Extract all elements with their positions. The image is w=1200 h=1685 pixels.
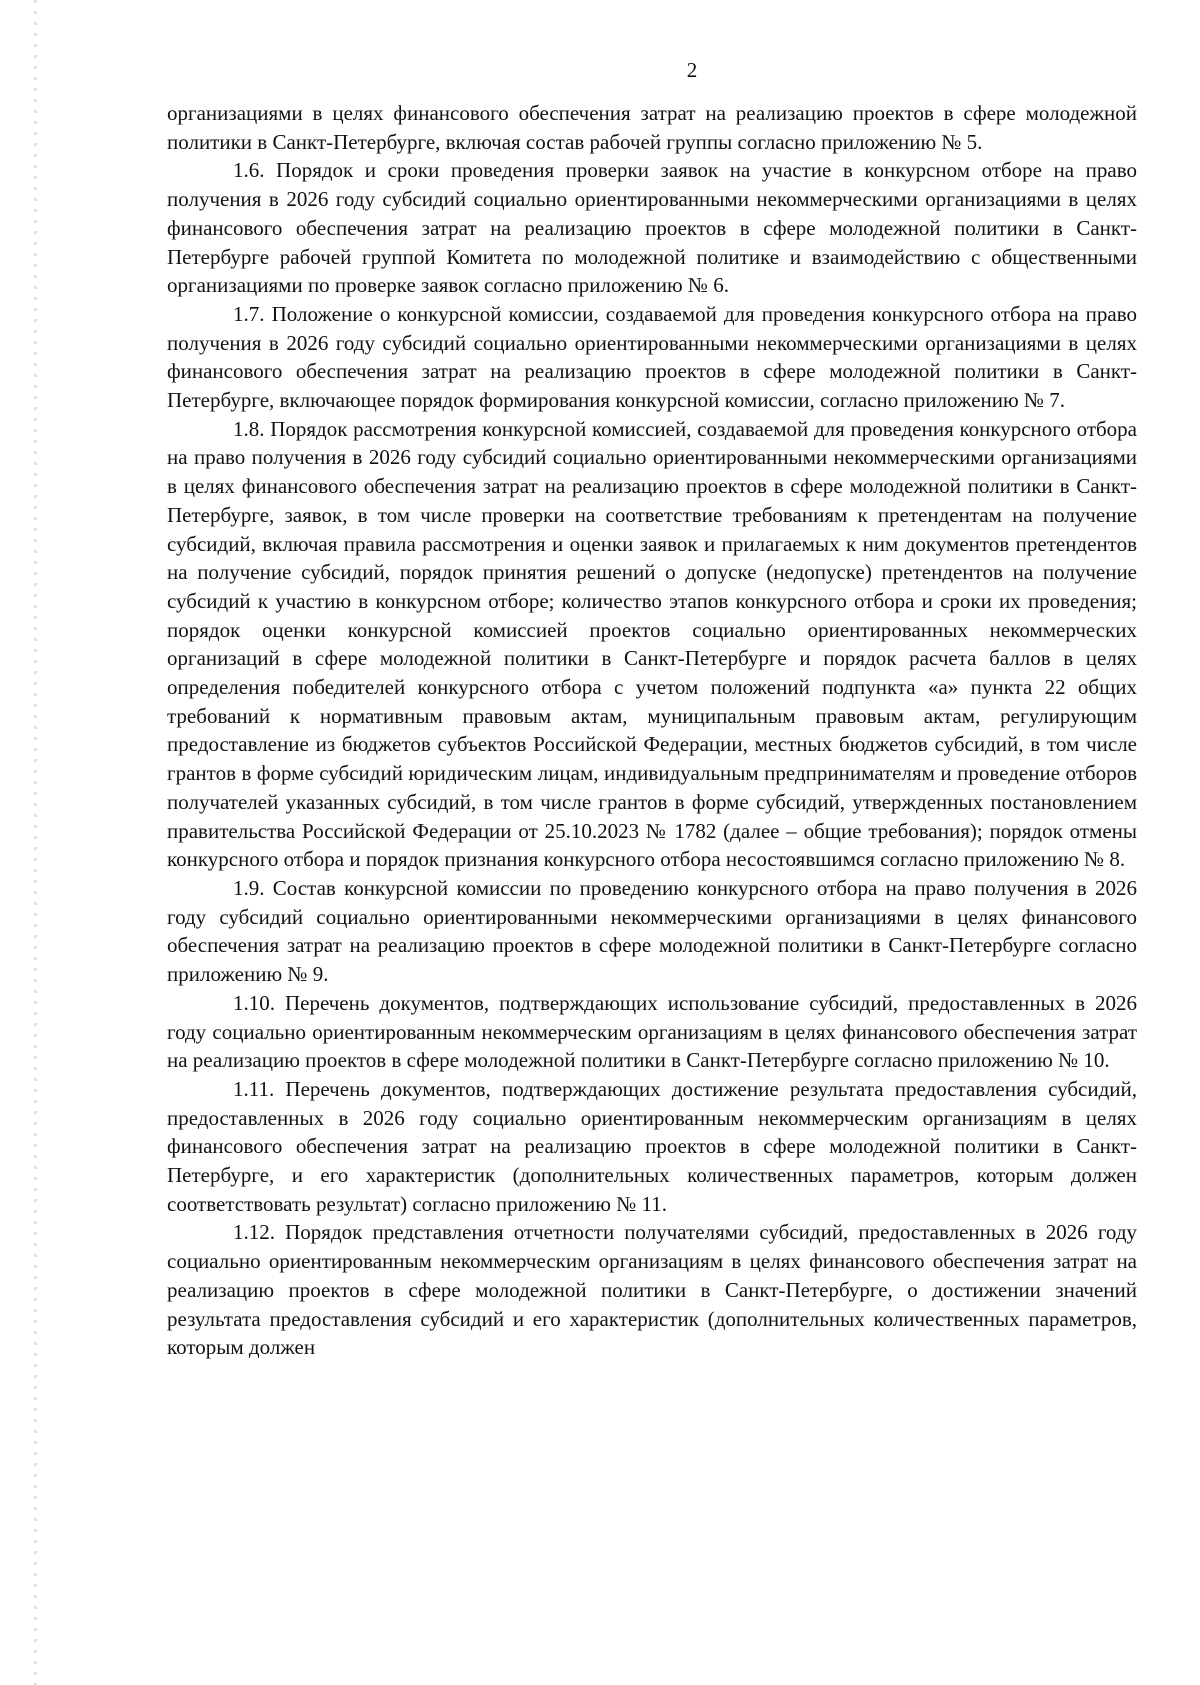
paragraph-item-1-6: 1.6. Порядок и сроки проведения проверки заявок на участие в конкурсном отборе на право получения в 2026 году субсидий социально ориентированными некоммерческими организациями в целях финансового обеспечения затрат на реализацию проектов в сфере молодежной политики в Санкт-Петербурге рабочей группой Комитета по молодежной политике и взаимодействию с общественными организациями по проверке заявок согласно приложению № 6. <box>167 158 1137 298</box>
paragraph-item-1-8: 1.8. Порядок рассмотрения конкурсной комиссией, создаваемой для проведения конкурсного отбора на право получения в 2026 году субсидий социально ориентированными некоммерческими организациями в целях финансового обеспечения затрат на реализацию проектов в сфере молодежной политики в Санкт-Петербурге, заявок, в том числе проверки на соответствие требованиям к претендентам на получение субсидий, включая правила рассмотрения и оценки заявок и прилагаемых к ним документов претендентов на получение субсидий, порядок принятия решений о допуске (недопуске) претендентов на получение субсидий к участию в конкурсном отборе; количество этапов конкурсного отбора и сроки их проведения; порядок оценки конкурсной комиссией проектов социально ориентированных некоммерческих организаций в сфере молодежной политики в Санкт-Петербурге и порядок расчета баллов в целях определения победителей конкурсного отбора с учетом положений подпункта «а» пункта 22 общих требований к нормативным правовым актам, муниципальным правовым актам, регулирующим предоставление из бюджетов субъектов Российской Федерации, местных бюджетов субсидий, в том числе грантов в форме субсидий юридическим лицам, индивидуальным предпринимателям и проведение отборов получателей указанных субсидий, в том числе грантов в форме субсидий, утвержденных постановлением правительства Российской Федерации от 25.10.2023 № 1782 (далее – общие требования); порядок отмены конкурсного отбора и порядок признания конкурсного отбора несостоявшимся согласно приложению № 8. <box>167 416 1137 872</box>
document-page <box>167 58 1137 1362</box>
document-body <box>167 99 1137 1362</box>
paragraph-continuation: организациями в целях финансового обеспечения затрат на реализацию проектов в сфере молодежной политики в Санкт-Петербурге, включая состав рабочей группы согласно приложению № 5. <box>167 101 1137 154</box>
paragraph-item-1-12: 1.12. Порядок представления отчетности получателями субсидий, предоставленных в 2026 году социально ориентированным некоммерческим организациям в целях финансового обеспечения затрат на реализацию проектов в сфере молодежной политики в Санкт-Петербурге, о достижении значений результата предоставления субсидий и его характеристик (дополнительных количественных параметров, которым должен <box>167 1220 1137 1360</box>
paragraph-item-1-11: 1.11. Перечень документов, подтверждающих достижение результата предоставления субсидий, предоставленных в 2026 году социально ориентированным некоммерческим организациям в целях финансового обеспечения затрат на реализацию проектов в сфере молодежной политики в Санкт-Петербурге, и его характеристик (дополнительных количественных параметров, которым должен соответствовать результат) согласно приложению № 11. <box>167 1076 1137 1216</box>
paragraph-item-1-10: 1.10. Перечень документов, подтверждающих использование субсидий, предоставленных в 2026 году социально ориентированным некоммерческим организациям в целях финансового обеспечения затрат на реализацию проектов в сфере молодежной политики в Санкт-Петербурге согласно приложению № 10. <box>167 990 1137 1073</box>
page-number: 2 <box>686 58 698 82</box>
scan-edge-artifact <box>34 0 37 1685</box>
paragraph-item-1-7: 1.7. Положение о конкурсной комиссии, создаваемой для проведения конкурсного отбора на право получения в 2026 году субсидий социально ориентированными некоммерческими организациями в целях финансового обеспечения затрат на реализацию проектов в сфере молодежной политики в Санкт-Петербурге, включающее порядок формирования конкурсной комиссии, согласно приложению № 7. <box>167 301 1137 413</box>
paragraph-item-1-9: 1.9. Состав конкурсной комиссии по проведению конкурсного отбора на право получения в 2026 году субсидий социально ориентированными некоммерческими организациями в целях финансового обеспечения затрат на реализацию проектов в сфере молодежной политики в Санкт-Петербурге согласно приложению № 9. <box>167 875 1137 987</box>
